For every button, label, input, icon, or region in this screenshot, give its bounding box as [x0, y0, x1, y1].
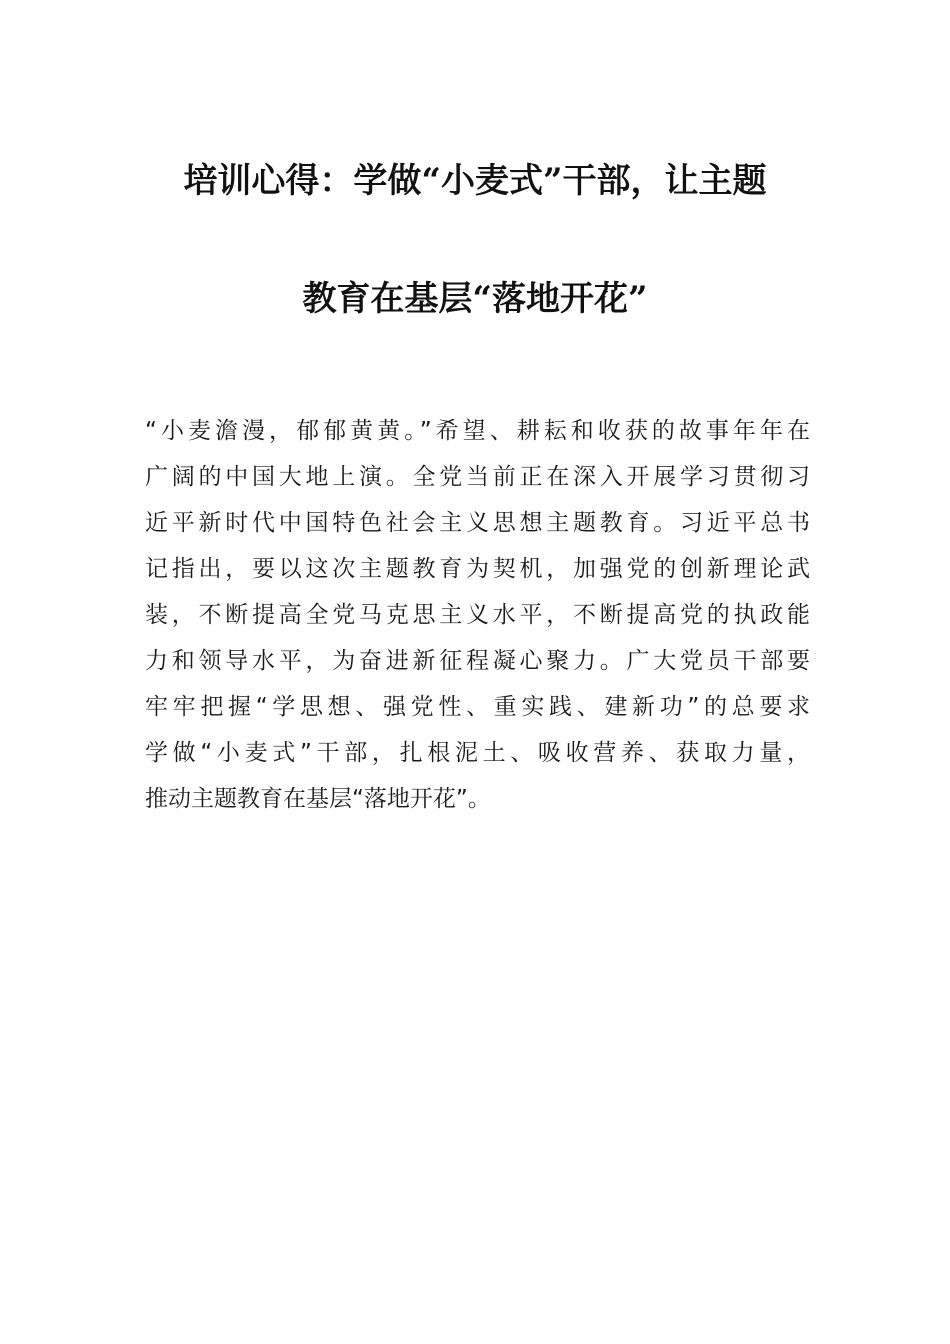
body-line: 广阔的中国大地上演。全党当前正在深入开展学习贯彻习 [145, 464, 810, 490]
title-line-2: 教育在基层“落地开花” [302, 279, 648, 319]
body-line: 力和领导水平，为奋进新征程凝心聚力。广大党员干部要 [145, 648, 810, 674]
body-line: 近平新时代中国特色社会主义思想主题教育。习近平总书 [145, 510, 810, 536]
body-line: 装，不断提高全党马克思主义水平，不断提高党的执政能 [145, 602, 810, 628]
title-line-1: 培训心得：学做“小麦式”干部，让主题 [183, 161, 767, 201]
body-paragraph [145, 408, 810, 822]
document-title [0, 152, 950, 328]
body-line: 推动主题教育在基层“落地开花”。 [145, 786, 491, 812]
body-line: 学做“小麦式”干部，扎根泥土、吸收营养、获取力量， [145, 740, 810, 766]
body-line: 记指出，要以这次主题教育为契机，加强党的创新理论武 [145, 556, 810, 582]
body-line: “小麦澹漫，郁郁黄黄。”希望、耕耘和收获的故事年年在 [145, 418, 810, 444]
body-line: 牢牢把握“学思想、强党性、重实践、建新功”的总要求 [145, 694, 810, 720]
